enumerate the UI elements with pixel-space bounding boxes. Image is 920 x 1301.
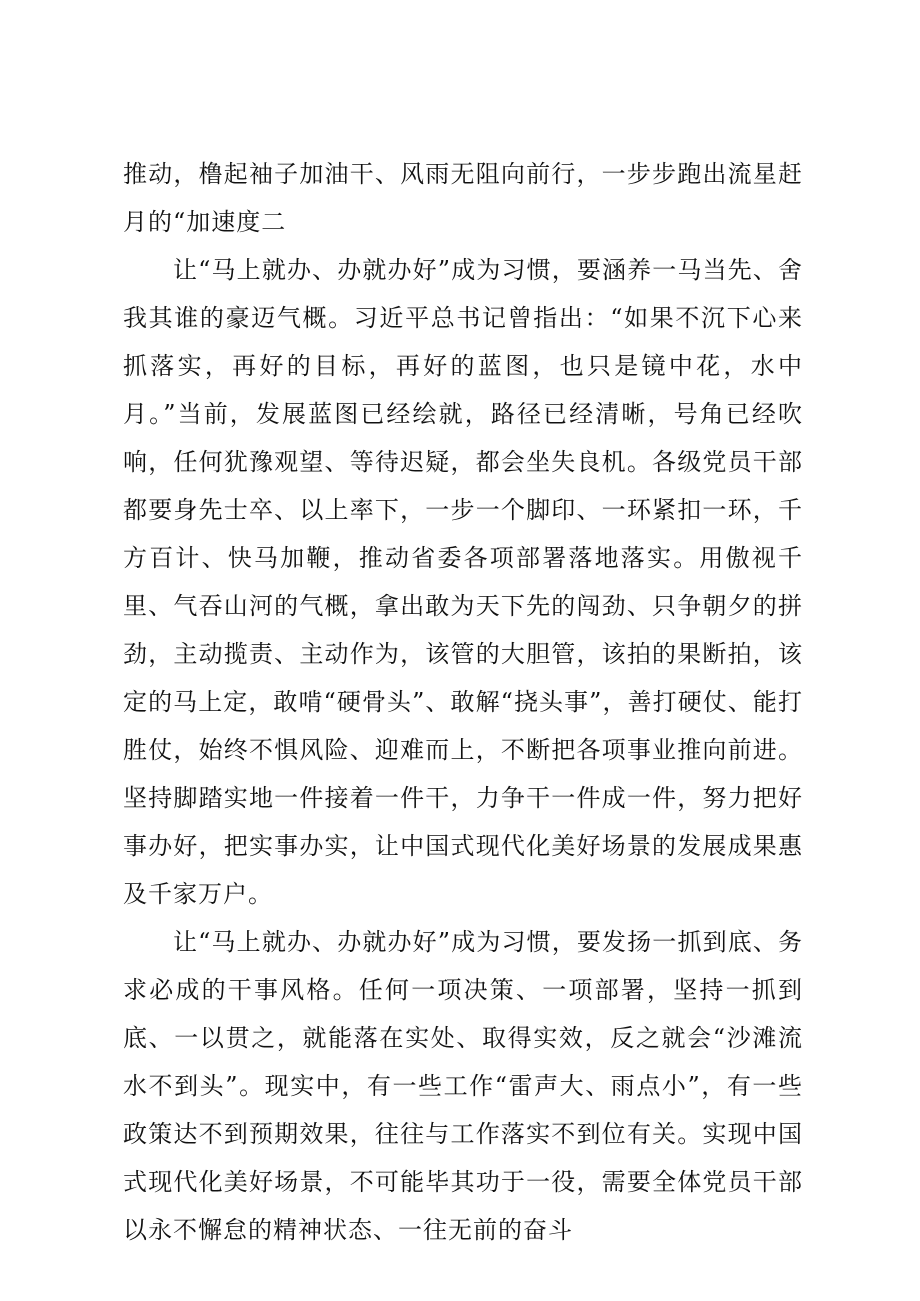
paragraph-2: 让“马上就办、办就办好”成为习惯，要涵养一马当先、舍我其谁的豪迈气概。习近平总书记曾指出：“如果不沉下心来抓落实，再好的目标，再好的蓝图，也只是镜中花，水中月。”当前，发展蓝图已经绘就，路径已经清晰，号角已经吹响，任何犹豫观望、等待迟疑，都会坐失良机。各级党员干部都要身先士卒、以上率下，一步一个脚印、一环紧扣一环，千方百计、快马加鞭，推动省委各项部署落地落实。用傲视千里、气吞山河的气概，拿出敢为天下先的闯劲、只争朝夕的拼劲，主动揽责、主动作为，该管的大胆管，该拍的果断拍，该定的马上定，敢啃“硬骨头”、敢解“挠头事”，善打硬仗、能打胜仗，始终不惧风险、迎难而上，不断把各项事业推向前进。坚持脚踏实地一件接着一件干，力争干一件成一件，努力把好事办好，把实事办实，让中国式现代化美好场景的发展成果惠及千家万户。	[123, 256, 803, 908]
paragraph-3: 让“马上就办、办就办好”成为习惯，要发扬一抓到底、务求必成的干事风格。任何一项决策、一项部署，坚持一抓到底、一以贯之，就能落在实处、取得实效，反之就会“沙滩流水不到头”。现实中，有一些工作“雷声大、雨点小”，有一些政策达不到预期效果，往往与工作落实不到位有关。实现中国式现代化美好场景，不可能毕其功于一役，需要全体党员干部以永不懈怠的精神状态、一往无前的奋斗	[123, 928, 803, 1244]
document-body	[123, 150, 803, 1254]
paragraph-continuation: 推动，橹起袖子加油干、风雨无阻向前行，一步步跑出流星赶月的“加速度二	[123, 160, 803, 236]
